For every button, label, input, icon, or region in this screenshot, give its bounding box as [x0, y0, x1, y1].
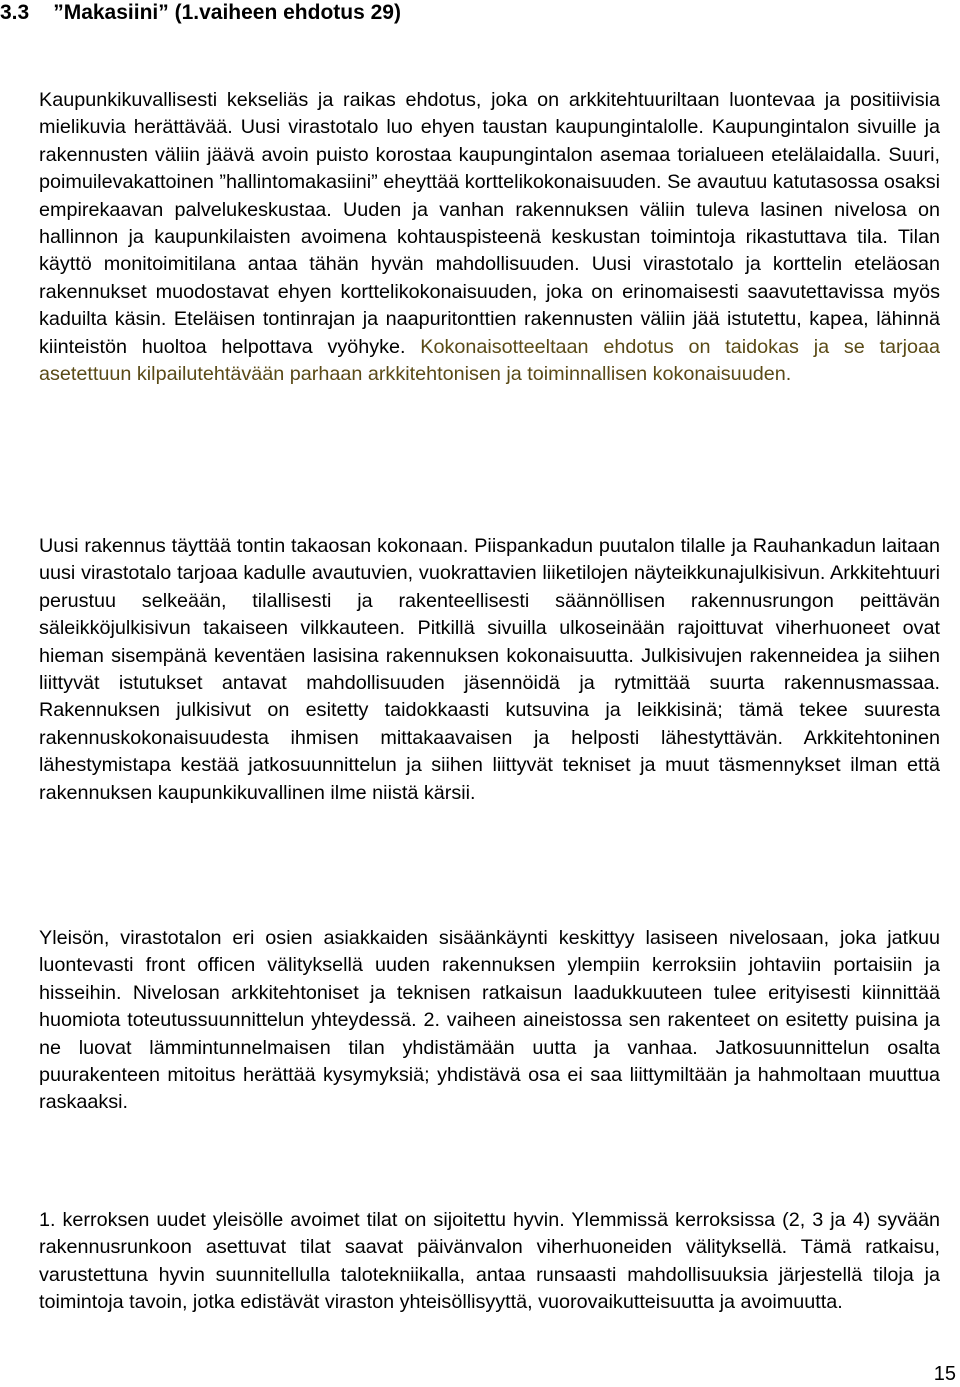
paragraph-4-text: 1. kerroksen uudet yleisölle avoimet tilat on sijoitettu hyvin. Ylemmissä kerroksissa (2, 3 ja 4) syvään rakennusrunkoon asettuvat tilat saavat päivänvalon viherhuoneiden välityksellä. Tämä ratkaisu, varustettuna hyvin suunnitellulla talotekniikalla, antaa runsaasti mahdollisuuksia järjestellä tiloja ja toimintoja tavoin, jotka edistävät viraston yhteisöllisyyttä, vuorovaikutteisuutta ja avoimuutta. [39, 1209, 940, 1314]
paragraph-1-text: Kaupunkikuvallisesti kekseliäs ja raikas ehdotus, joka on arkkitehtuuriltaan luontevaa ja positiivisia mielikuvia herättävää. Uusi virastotalo luo ehyen taustan kaupungintalolle. Kaupungintalon sivuille ja rakennusten väliin jäävä avoin puisto korostaa kaupungintalon asemaa torialueen etelälaidalla. Suuri, poimuilevakattoinen ”hallintomakasiini” eheyttää korttelikokonaisuuden. Se avautuu katutasossa osaksi empirekaavan palvelukeskustaa. Uuden ja vanhan rakennuksen väliin tuleva lasinen nivelosa on hallinnon ja kaupunkilaisten avoimena kohtauspisteenä keskustan toimintoja rikastuttava tila. Tilan käyttö monitoimitilana antaa tähän hyvän mahdollisuuden. Uusi virastotalo ja korttelin eteläosan rakennukset muodostavat ehyen korttelikokonaisuuden, joka on erinomaisesti saavutettavissa myös kaduilta käsin. Eteläisen tontinrajan ja naapuritonttien rakennusten väliin jää istutettu, kapea, lähinnä kiinteistön huoltoa helpottava vyöhyke. [39, 89, 940, 358]
paragraph-4 [39, 1207, 940, 1317]
section-heading [0, 0, 401, 26]
paragraph-2 [39, 533, 940, 807]
section-number: 3.3 [0, 1, 30, 24]
section-title: ”Makasiini” (1.vaiheen ehdotus 29) [53, 1, 401, 24]
paragraph-3-text: Yleisön, virastotalon eri osien asiakkaiden sisäänkäynti keskittyy lasiseen nivelosaan, joka jatkuu luontevasti front officen välityksellä uuden rakennuksen ylempiin kerroksiin johtaviin portaisiin ja hisseihin. Nivelosan arkkitehtoniset ja teknisen ratkaisun laadukkuuteen tulee erityisesti kiinnittää huomiota toteutussuunnittelun yhteydessä. 2. vaiheen aineistossa sen rakenteet on esitetty puisina ja ne luovat lämmintunnelmaisen tilan yhdistämään uutta ja vanhaa. Jatkosuunnittelun osalta puurakenteen mitoitus herättää kysymyksiä; yhdistävä osa ei saa liittymiltään ja hahmoltaan muuttua raskaaksi. [39, 927, 940, 1114]
paragraph-2-text: Uusi rakennus täyttää tontin takaosan kokonaan. Piispankadun puutalon tilalle ja Rauhankadun laitaan uusi virastotalo tarjoaa kadulle avautuvien, vuokrattavien liiketilojen näyteikkunajulkisivun. Arkkitehtuuri perustuu selkeään, tilallisesti ja rakenteellisesti säännöllisen rakennusrungon peittävän säleikköjulkisivun takaiseen vilkkauteen. Pitkillä sivuilla ulkoseinään rajoittuvat viherhuoneet ovat hieman sisempänä keventäen lasisina rakennuksen kokonaisuutta. Julkisivujen rakenneidea ja siihen liittyvät istutukset antavat mahdollisuuden jäsennöidä ja rytmittää suurta rakennusmassaa. Rakennuksen julkisivut on esitetty taidokkaasti kutsuvina ja leikkisinä; tämä tekee suuresta rakennuskokonaisuudesta ihmisen mittakaavaisen ja helposti lähestyttävän. Arkkitehtoninen lähestymistapa kestää jatkosuunnittelun ja siihen liittyvät tekniset ja muut täsmennykset ilman että rakennuksen kaupunkikuvallinen ilme niistä kärsii. [39, 535, 940, 804]
page-number: 15 [933, 1363, 956, 1385]
paragraph-1 [39, 87, 940, 388]
paragraph-1-highlight: Kokonaisotteeltaan ehdotus on taidokas ja se tarjoaa asetettuun kilpailutehtävään parhaan arkkitehtonisen ja toiminnallisen kokonaisuuden. [39, 335, 941, 386]
paragraph-3 [39, 925, 940, 1117]
